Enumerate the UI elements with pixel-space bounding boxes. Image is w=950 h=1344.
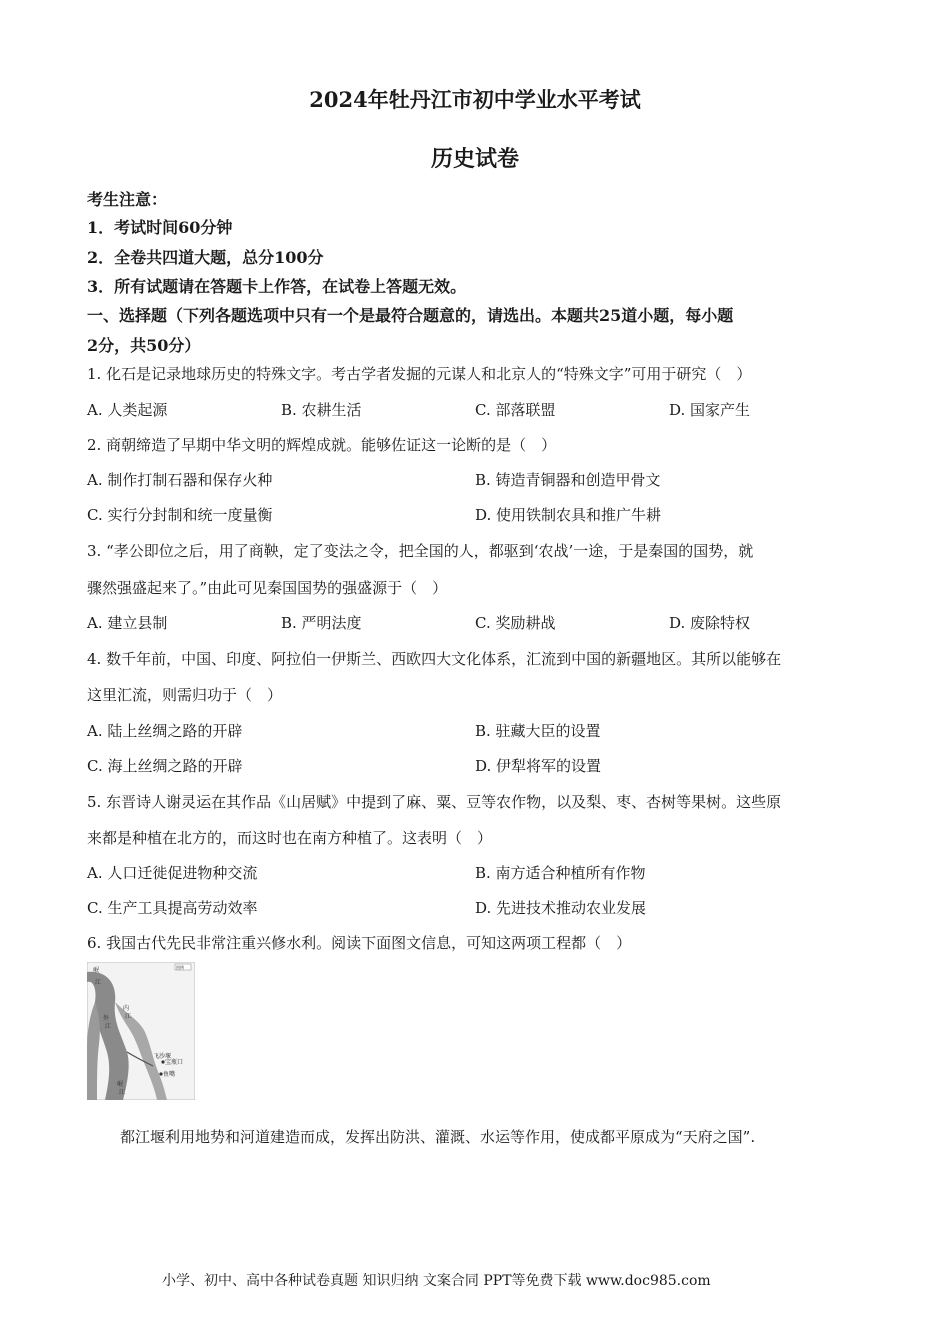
map-label: 内 — [123, 1005, 130, 1012]
question-5-stem-cont: 来都是种植在北方的，而这时也在南方种植了。这表明（ ） — [87, 829, 493, 847]
map-caption: 都江堰利用地势和河道建造而成，发挥出防洪、灌溉、水运等作用，使成都平原成为“天府之国”. — [120, 1128, 756, 1146]
section-heading-cont: 2分，共50分） — [87, 336, 201, 355]
question-1-option-b: B. 农耕生活 — [281, 401, 362, 419]
exam-subtitle: 历史试卷 — [430, 146, 519, 172]
question-5-option-a: A. 人口迁徙促进物种交流 — [87, 864, 258, 882]
question-6-stem: 6. 我国古代先民非常注重兴修水利。阅读下面图文信息，可知这两项工程都（ ） — [87, 934, 632, 952]
map-label: 鱼嘴 — [163, 1071, 176, 1078]
question-4-option-c: C. 海上丝绸之路的开辟 — [87, 757, 243, 775]
map-label: 岷 — [117, 1081, 124, 1088]
map-label: 宝瓶口 — [165, 1059, 184, 1066]
notice-item: 2．全卷共四道大题，总分100分 — [87, 248, 324, 267]
question-3-option-c: C. 奖励耕战 — [475, 614, 556, 632]
map-label: 岷 — [93, 967, 100, 974]
map-label: 飞沙堰 — [153, 1053, 172, 1060]
question-1-option-a: A. 人类起源 — [87, 401, 168, 419]
question-1-option-c: C. 部落联盟 — [475, 401, 556, 419]
question-3-option-b: B. 严明法度 — [281, 614, 362, 632]
question-1-option-d: D. 国家产生 — [669, 401, 751, 419]
question-3-option-a: A. 建立县制 — [87, 614, 168, 632]
question-5-option-b: B. 南方适合种植所有作物 — [475, 864, 646, 882]
question-4-stem-cont: 这里汇流，则需归功于（ ） — [87, 686, 283, 704]
page-footer: 小学、初中、高中各种试卷真题 知识归纳 文案合同 PPT等免费下载 www.doc985.com — [162, 1273, 711, 1289]
question-4-stem: 4. 数千年前，中国、印度、阿拉伯一伊斯兰、西欧四大文化体系，汇流到中国的新疆地区。其所以能够在 — [87, 650, 782, 668]
question-5-option-d: D. 先进技术推动农业发展 — [475, 899, 647, 917]
map-label: 江 — [105, 1023, 112, 1030]
question-2-stem: 2. 商朝缔造了早期中华文明的辉煌成就。能够佐证这一论断的是（ ） — [87, 436, 557, 454]
question-1-stem: 1. 化石是记录地球历史的特殊文字。考古学者发掘的元谋人和北京人的“特殊文字”可用于研究（ ） — [87, 365, 752, 383]
notice-item: 3．所有试题请在答题卡上作答，在试卷上答题无效。 — [87, 277, 467, 296]
question-2-option-b: B. 铸造青铜器和创造甲骨文 — [475, 471, 661, 489]
question-4-option-a: A. 陆上丝绸之路的开辟 — [87, 722, 243, 740]
section-heading: 一、选择题（下列各题选项中只有一个是最符合题意的，请选出。本题共25道小题，每小题 — [87, 306, 734, 325]
exam-title: 2024年牡丹江市初中学业水平考试 — [309, 87, 641, 112]
question-3-option-d: D. 废除特权 — [669, 614, 751, 632]
question-3-stem: 3. “孝公即位之后，用了商鞅，定了变法之令，把全国的人，都驱到‘农战’一途，于是秦国的国势，就 — [87, 542, 754, 560]
question-3-stem-cont: 骤然强盛起来了。”由此可见秦国国势的强盛源于（ ） — [87, 579, 448, 597]
map-label: 外 — [103, 1015, 110, 1022]
question-5-option-c: C. 生产工具提高劳动效率 — [87, 899, 258, 917]
question-2-option-a: A. 制作打制石器和保存火种 — [87, 471, 273, 489]
map-label: 江 — [125, 1013, 132, 1020]
question-4-option-b: B. 驻藏大臣的设置 — [475, 722, 601, 740]
question-4-option-d: D. 伊犁将军的设置 — [475, 757, 602, 775]
question-2-option-c: C. 实行分封制和统一度量衡 — [87, 506, 273, 524]
notice-heading: 考生注意： — [87, 190, 168, 209]
dujiangyan-map-image — [87, 962, 195, 1100]
map-label: 图例 — [176, 965, 184, 970]
map-label: 江 — [119, 1089, 126, 1096]
question-2-option-d: D. 使用铁制农具和推广牛耕 — [475, 506, 662, 524]
map-label: 江 — [95, 979, 102, 986]
notice-item: 1．考试时间60分钟 — [87, 218, 233, 237]
question-5-stem: 5. 东晋诗人谢灵运在其作品《山居赋》中提到了麻、粟、豆等农作物，以及梨、枣、杏树等果树。这些原 — [87, 793, 782, 811]
